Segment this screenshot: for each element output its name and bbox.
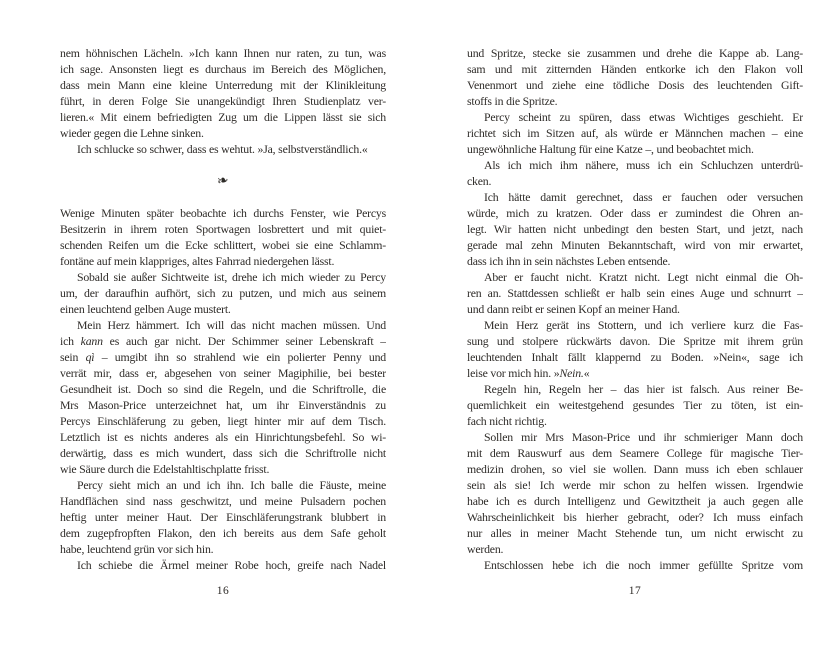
text-line: leise vor mich hin. »Nein.« <box>467 366 590 380</box>
text-line: ich sage. Ansonsten liegt es durchaus im Bereich des Möglichen, <box>60 62 386 76</box>
text-line: leuchtenden Inhalt fällt klappernd zu Boden. »Nein«, sage ich <box>467 350 803 364</box>
text-line: sein qì – umgibt ihn so strahlend wie ein polierter Penny und <box>60 350 386 364</box>
text-line: habe ich es durch Intelligenz und Gewitztheit ja auch gegen alle <box>467 494 803 508</box>
text-line: mit dem Rauswurf aus dem Seamere College für magische Tier- <box>467 446 803 460</box>
text-line: Sollen mir Mrs Mason-Price und ihr schmieriger Mann doch <box>484 430 803 444</box>
text-line: würde, mich zu kratzen. Oder dass er zumindest die Ohren an- <box>467 206 803 220</box>
text-line: dass ich ihn in sein nächstes Leben entsende. <box>467 254 671 268</box>
text-line: legt. Wir hatten nicht unbedingt den besten Start, und jetzt, nach <box>467 222 803 236</box>
text-line: Percy scheint zu spüren, dass etwas Wichtiges geschieht. Er <box>484 110 803 124</box>
text-line: dem zugepfropften Flakon, den ich bereits aus dem Safe geholt <box>60 526 386 540</box>
text-line: führt, in deren Folge Sie unangekündigt Ihren Studienplatz ver- <box>60 94 386 108</box>
text-line: Wenige Minuten später beobachte ich durchs Fenster, wie Percys <box>60 206 386 220</box>
page-left <box>60 45 386 597</box>
text-line: dass mein Mann eine kleine Unterredung mit der Klinikleitung <box>60 78 386 92</box>
text-line: Wahrscheinlichkeit bis hierher gebracht, oder? Ich muss einfach <box>467 510 803 524</box>
text-line: Regeln hin, Regeln her – das hier ist falsch. Aus reiner Be- <box>484 382 803 396</box>
text-line: ich kann es auch gar nicht. Der Schimmer seiner Lebenskraft – <box>60 334 386 348</box>
text-line: cken. <box>467 174 492 188</box>
text-line: ren an. Stattdessen schließt er halb sein eines Auge und schnurrt – <box>467 286 803 300</box>
text-line: habe, leuchtend grün vor sich hin. <box>60 542 214 556</box>
text-line: Ich schiebe die Ärmel meiner Robe hoch, greife nach Nadel <box>77 558 386 572</box>
text-line: nur alles in meiner Macht Stehende tun, um nicht erwischt zu <box>467 526 803 540</box>
page-right-text-column <box>467 45 803 573</box>
text-line: Venenmort und ziehe eine tödliche Dosis des leuchtenden Gift- <box>467 78 803 92</box>
text-line: derwärtig, dass es mich wundert, dass sich die Schriftrolle nicht <box>60 446 386 460</box>
text-line: sung und stolpere rückwärts davon. Die Spritze mit ihrem grün <box>467 334 803 348</box>
text-line: Als ich mich ihm nähere, muss ich ein Schluchzen unterdrü- <box>484 158 803 172</box>
text-line: verrät mir, dass er, abgesehen von seiner Magiphilie, bei bester <box>60 366 386 380</box>
text-line: ungewöhnliche Haltung für eine Katze –, und beobachtet mich. <box>467 142 754 156</box>
text-line: werden. <box>467 542 504 556</box>
text-line: wieder gegen die Lehne sinken. <box>60 126 204 140</box>
text-line: Ich schlucke so schwer, dass es wehtut. »Ja, selbstverständlich.« <box>77 142 368 156</box>
text-line: schenden Reifen um die Ecke schlittert, wobei sie eine Schlamm- <box>60 238 386 252</box>
page-number-left: 16 <box>216 585 230 597</box>
text-line: Aber er faucht nicht. Kratzt nicht. Legt nicht einmal die Oh- <box>484 270 803 284</box>
text-line: einen leuchtend gelben Auge mustert. <box>60 302 231 316</box>
page-right <box>467 45 803 597</box>
text-line: stoffs in die Spritze. <box>467 94 558 108</box>
text-line: Gesundheit ist. Doch so sind die Regeln, und die Schriftrolle, die <box>60 382 386 396</box>
text-line: Percy sieht mich an und ich ihn. Ich balle die Fäuste, meine <box>77 478 386 492</box>
fleuron-icon: ❧ <box>215 171 231 191</box>
text-line: Mrs Mason-Price unterzeichnet hat, um ihr Einverständnis zu <box>60 398 386 412</box>
text-line: Entschlossen hebe ich die noch immer gefüllte Spritze vom <box>484 558 803 572</box>
text-line: medizin drohen, so viel sie wollen. Dann muss ich eben schlauer <box>467 462 803 476</box>
text-line: lieren.« Mit einem befriedigten Zug um die Lippen lässt sie sich <box>60 110 386 124</box>
text-line: Besitzerin in ihrem roten Sportwagen losbrettert und mit quiet- <box>60 222 386 236</box>
text-line: Letztlich ist es nichts anderes als ein Hinrichtungsbefehl. So wi- <box>60 430 386 444</box>
text-line: fach nicht richtig. <box>467 414 547 428</box>
text-line: Handflächen sind nass geschwitzt, und meine Pulsadern pochen <box>60 494 386 508</box>
text-line: sein als sie! Ich werde mir schon zu helfen wissen. Irgendwie <box>467 478 803 492</box>
text-line: wie Säure durch die Edelstahltischplatte frisst. <box>60 462 270 476</box>
text-line: um, der daraufhin aufhört, sich zu putzen, und mich aus seinem <box>60 286 386 300</box>
text-line: heftig unter meiner Haut. Der Einschläferungstrank blubbert in <box>60 510 386 524</box>
text-line: Percys Einschläferung zu geben, liegt hinter mir auf dem Tisch. <box>60 414 386 428</box>
text-line: fontäne auf mein klappriges, altes Fahrrad niedergehen lässt. <box>60 254 335 268</box>
text-line: Sobald sie außer Sichtweite ist, drehe ich mich wieder zu Percy <box>77 270 386 284</box>
section-break-ornament <box>60 157 386 205</box>
text-line: Ich hätte damit gerechnet, dass er fauchen oder versuchen <box>484 190 803 204</box>
text-line: und Spritze, stecke sie zusammen und drehe die Kappe ab. Lang- <box>467 46 803 60</box>
text-line: sam und mit zitternden Händen entkorke ich den Flakon voll <box>467 62 803 76</box>
page-left-text-column <box>60 45 386 573</box>
text-line: Mein Herz hämmert. Ich will das nicht machen müssen. Und <box>77 318 386 332</box>
text-line: gerade mal zehn Minuten Bekanntschaft, wird von mir erwartet, <box>467 238 803 252</box>
page-number-right: 17 <box>628 585 642 597</box>
text-line: quemlichkeit ein weitestgehend gesundes Tier zu töten, ist ein- <box>467 398 803 412</box>
text-line: Mein Herz gerät ins Stottern, und ich verliere kurz die Fas- <box>484 318 803 332</box>
text-line: nem höhnischen Lächeln. »Ich kann Ihnen nur raten, zu tun, was <box>60 46 386 60</box>
text-line: richtet sich im Sitzen auf, als würde er Männchen machen – eine <box>467 126 803 140</box>
text-line: und dann reibt er seinen Kopf an meiner Hand. <box>467 302 680 316</box>
